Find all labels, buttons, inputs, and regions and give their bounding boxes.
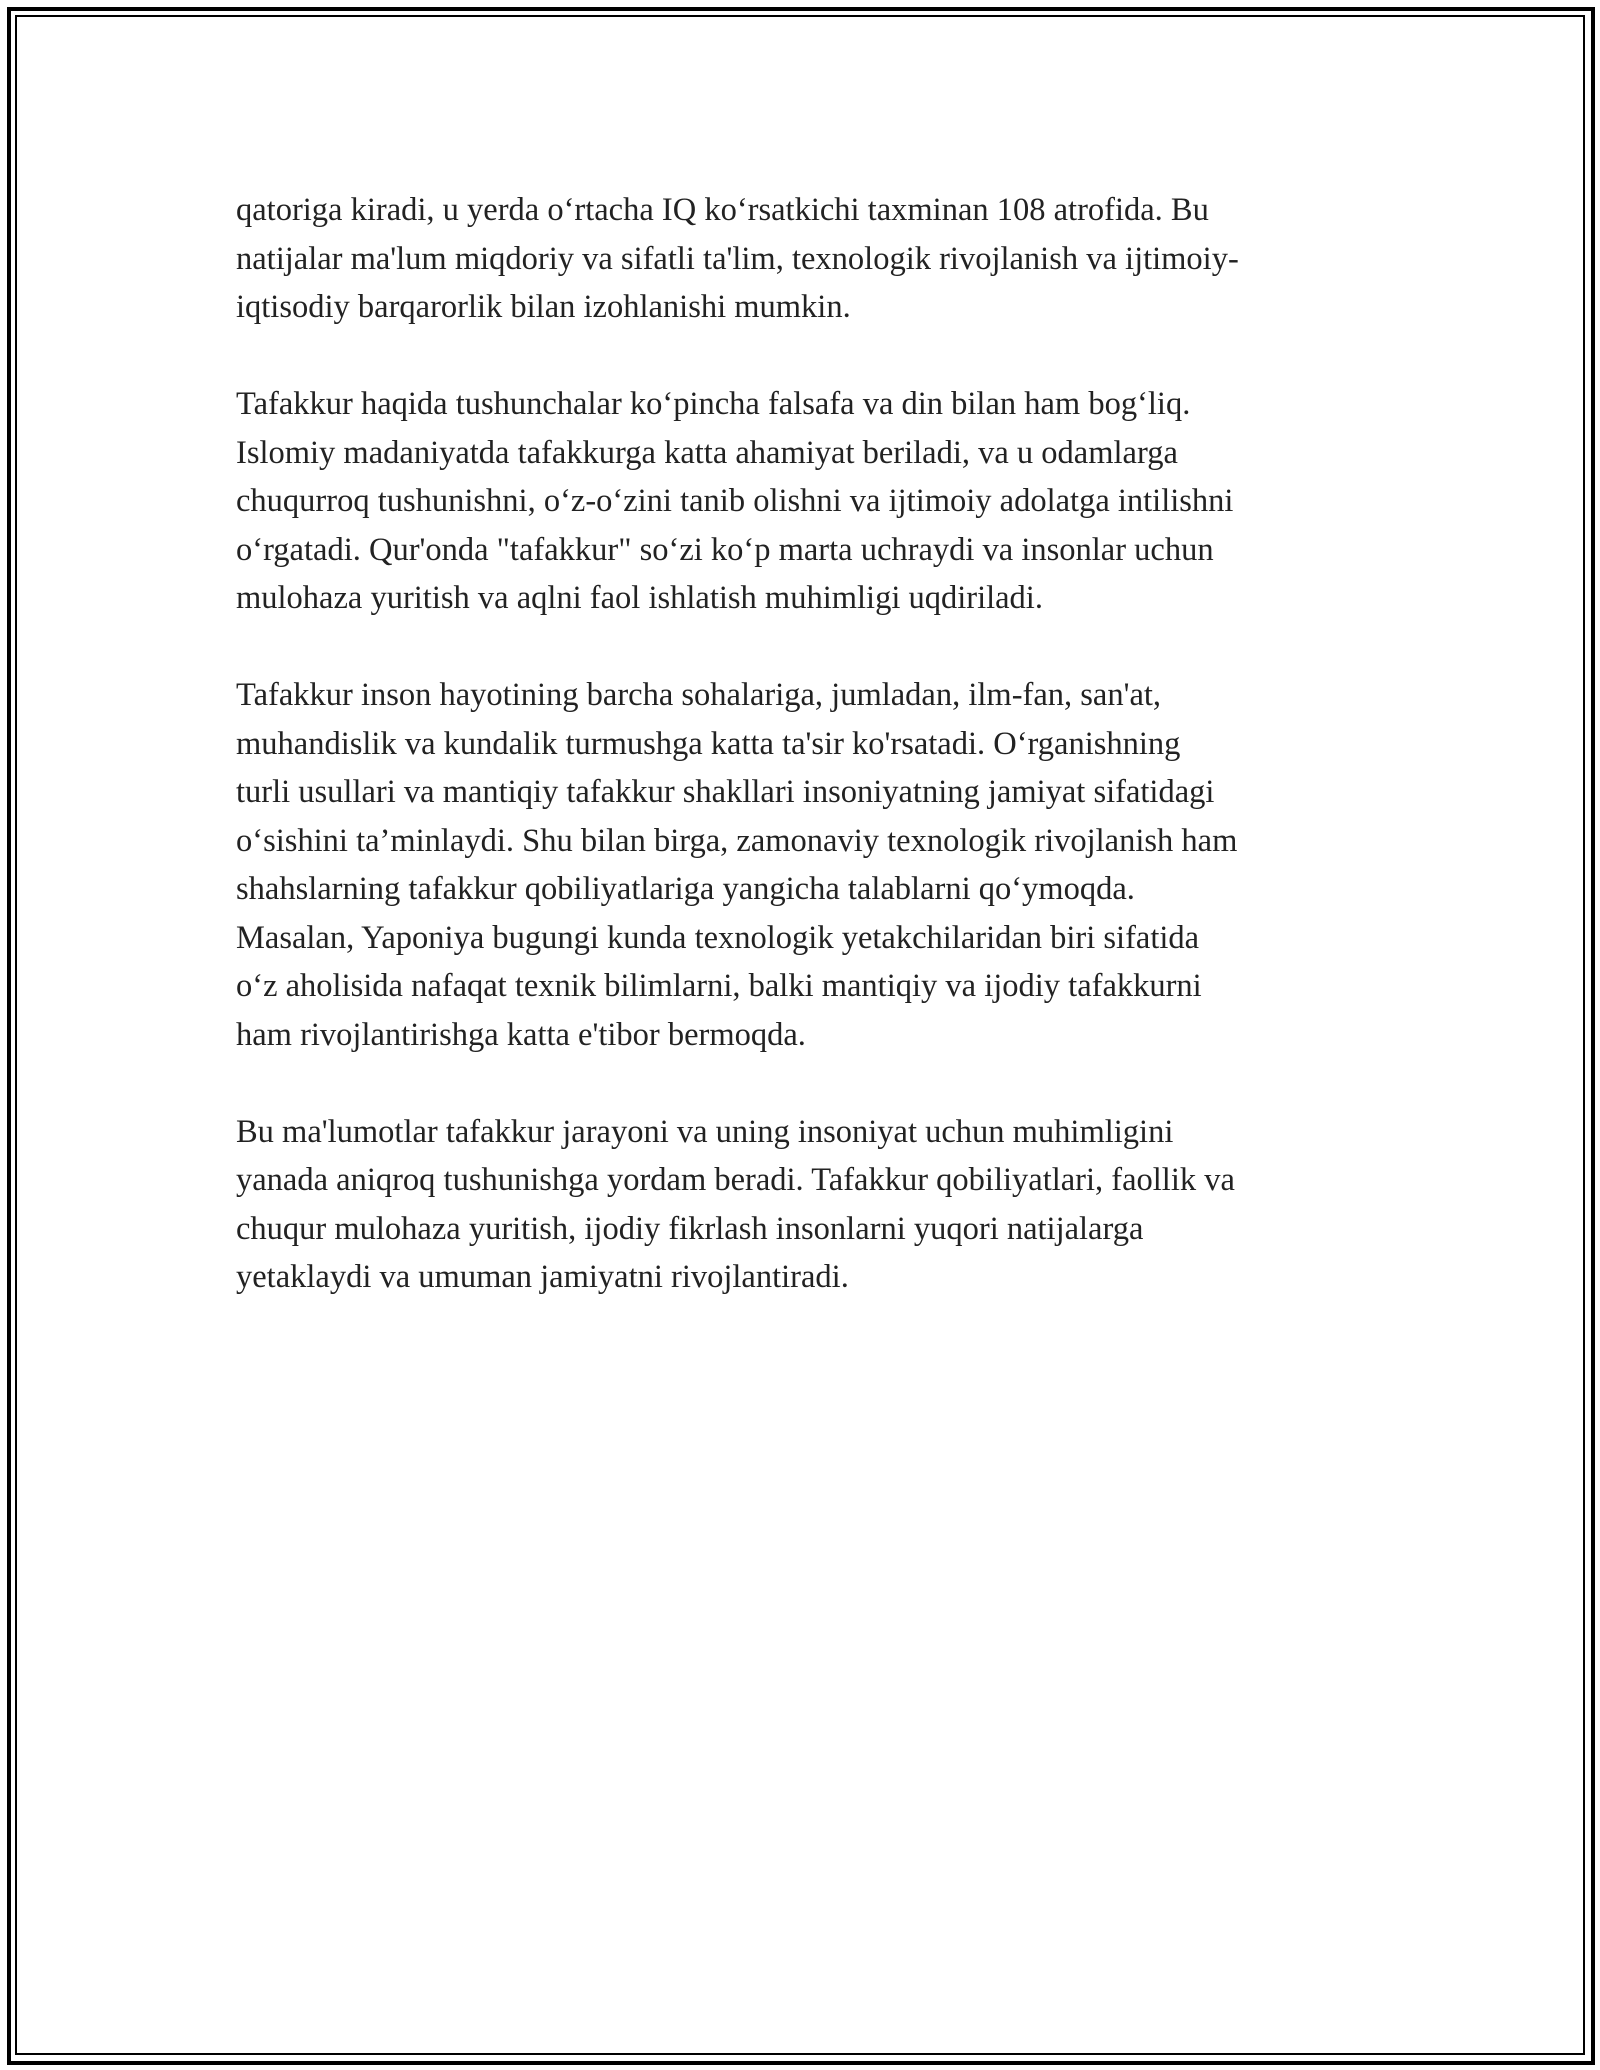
text-line: Tafakkur inson hayotining barcha sohalariga, jumladan, ilm-fan, san'at, bbox=[236, 677, 1162, 713]
text-line: ham rivojlantirishga katta e'tibor bermoqda. bbox=[236, 1016, 806, 1053]
text-line: shahslarning tafakkur qobiliyatlariga yangicha talablarni qo‘ymoqda. bbox=[236, 871, 1135, 907]
paragraph-2 bbox=[236, 380, 1366, 623]
text-line: iqtisodiy barqarorlik bilan izohlanishi mumkin. bbox=[236, 289, 851, 325]
paragraph-1 bbox=[236, 186, 1366, 332]
text-line: turli usullari va mantiqiy tafakkur shakllari insoniyatning jamiyat sifatidagi bbox=[236, 774, 1215, 810]
text-line: o‘rgatadi. Qur'onda "tafakkur" so‘zi ko‘p marta uchraydi va insonlar uchun bbox=[236, 531, 1214, 568]
text-line: Masalan, Yaponiya bugungi kunda texnologik yetakchilaridan biri sifatida bbox=[236, 919, 1200, 956]
text-line: muhandislik va kundalik turmushga katta ta'sir ko'rsatadi. O‘rganishning bbox=[236, 725, 1181, 762]
text-line: mulohaza yuritish va aqlni faol ishlatish muhimligi uqdiriladi. bbox=[236, 580, 1043, 616]
text-line: qatoriga kiradi, u yerda o‘rtacha IQ ko‘rsatkichi taxminan 108 atrofida. Bu bbox=[236, 192, 1209, 228]
document-body bbox=[236, 186, 1366, 1350]
text-line: Bu ma'lumotlar tafakkur jarayoni va uning insoniyat uchun muhimligini bbox=[236, 1113, 1174, 1150]
paragraph-4 bbox=[236, 1108, 1366, 1302]
text-line: Tafakkur haqida tushunchalar ko‘pincha falsafa va din bilan ham bog‘liq. bbox=[236, 386, 1191, 422]
text-line: chuqurroq tushunishni, o‘z-o‘zini tanib olishni va ijtimoiy adolatga intilishni bbox=[236, 483, 1234, 519]
text-line: yetaklaydi va umuman jamiyatni rivojlantiradi. bbox=[236, 1259, 849, 1295]
text-line: chuqur mulohaza yuritish, ijodiy fikrlash insonlarni yuqori natijalarga bbox=[236, 1210, 1144, 1247]
paragraph-3 bbox=[236, 671, 1366, 1059]
text-line: Islomiy madaniyatda tafakkurga katta ahamiyat beriladi, va u odamlarga bbox=[236, 434, 1178, 471]
text-line: natijalar ma'lum miqdoriy va sifatli ta'lim, texnologik rivojlanish va ijtimoiy- bbox=[236, 240, 1239, 277]
text-line: o‘z aholisida nafaqat texnik bilimlarni, balki mantiqiy va ijodiy tafakkurni bbox=[236, 968, 1202, 1004]
text-line: yanada aniqroq tushunishga yordam beradi. Tafakkur qobiliyatlari, faollik va bbox=[236, 1162, 1235, 1198]
text-line: o‘sishini ta’minlaydi. Shu bilan birga, zamonaviy texnologik rivojlanish ham bbox=[236, 822, 1238, 859]
